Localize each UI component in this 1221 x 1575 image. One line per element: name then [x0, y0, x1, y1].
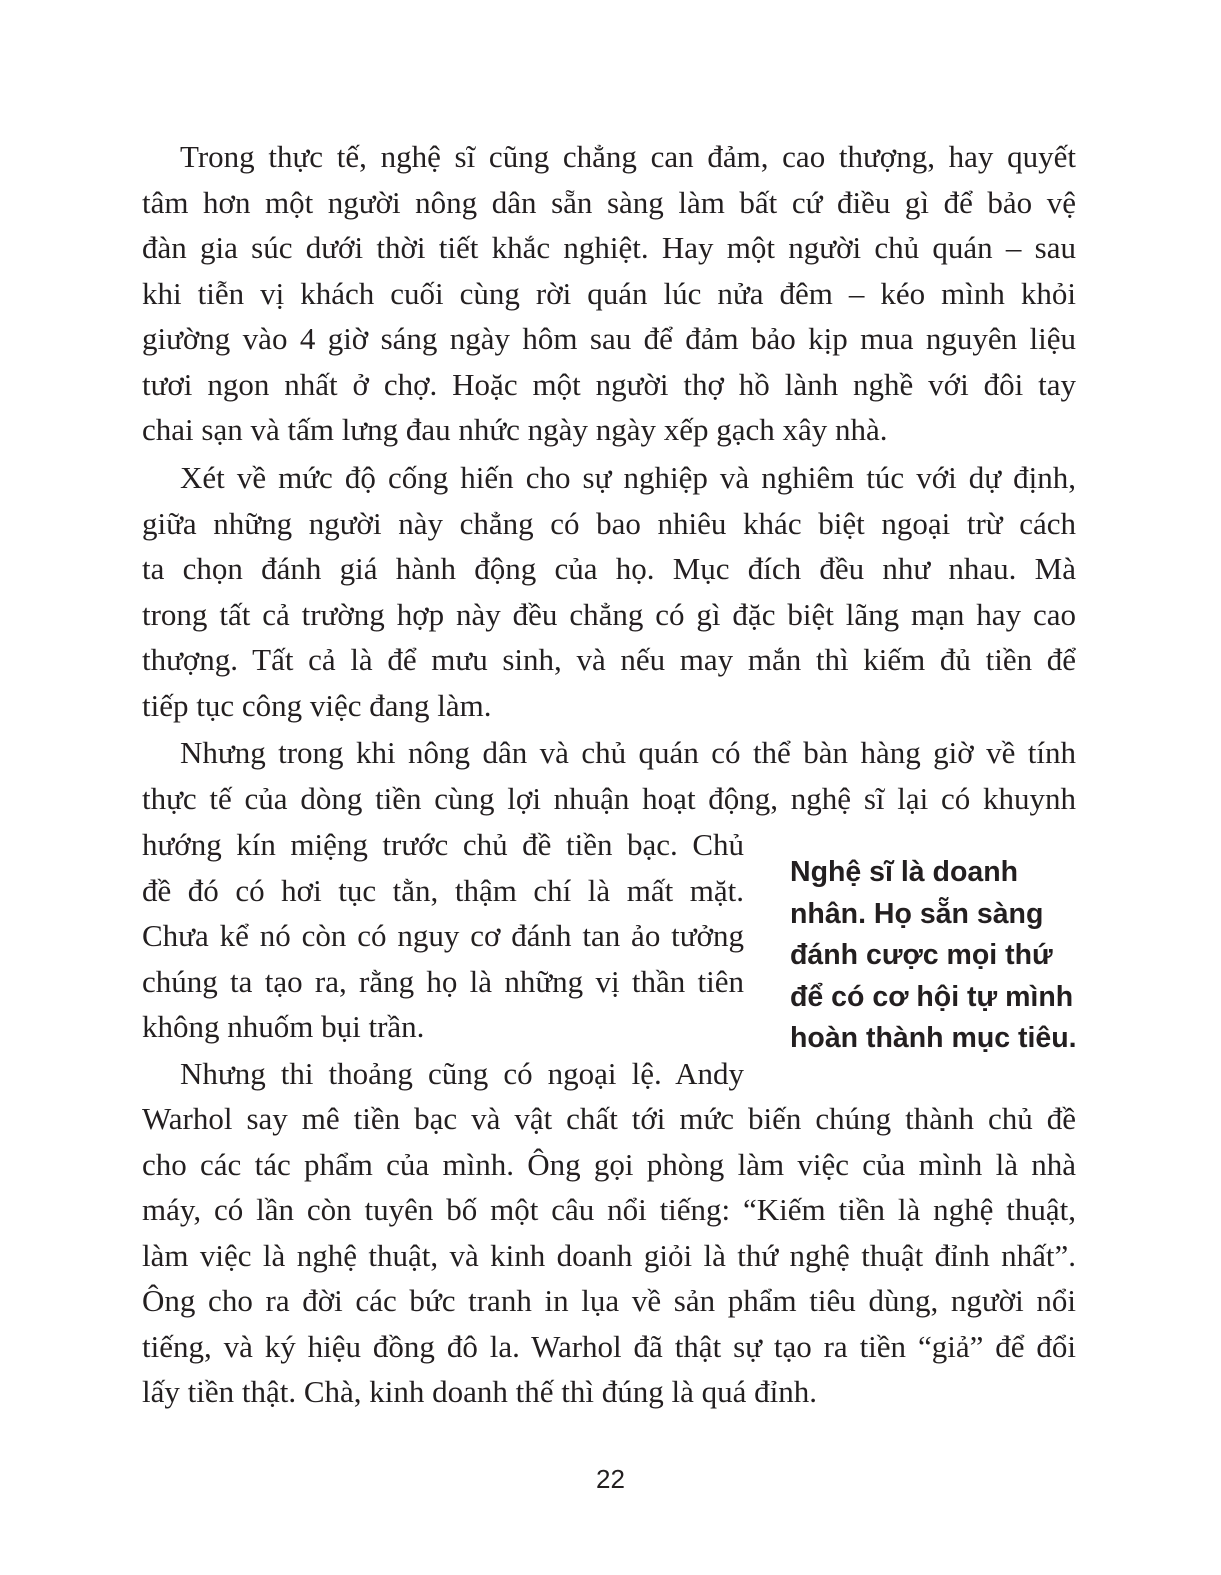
paragraph-line: Warhol say mê tiền bạc và vật chất tới mức biến chúng thành chủ đề [142, 1101, 1076, 1136]
paragraph-line: giữa những người này chẳng có bao nhiêu khác biệt ngoại trừ cách [142, 505, 1076, 541]
paragraph-line: ta chọn đánh giá hành động của họ. Mục đích đều như nhau. Mà [142, 551, 1076, 586]
paragraph-2 [142, 455, 1076, 728]
paragraph-line: Chưa kể nó còn có nguy cơ đánh tan ảo tưởng [142, 918, 744, 953]
paragraph-3 [142, 730, 1076, 821]
paragraph-3-narrow [142, 822, 744, 1050]
pull-quote [790, 852, 1090, 1060]
paragraph-line: khi tiễn vị khách cuối cùng rời quán lúc nửa đêm – kéo mình khỏi [142, 275, 1076, 311]
paragraph-line: hướng kín miệng trước chủ đề tiền bạc. Chủ [142, 827, 744, 862]
pull-quote-line: Nghệ sĩ là doanh [790, 856, 1019, 888]
paragraph-line: đàn gia súc dưới thời tiết khắc nghiệt. Hay một người chủ quán – sau [142, 230, 1076, 265]
paragraph-line: Trong thực tế, nghệ sĩ cũng chẳng can đảm, cao thượng, hay quyết [180, 139, 1076, 174]
paragraph-line: Nhưng trong khi nông dân và chủ quán có thể bàn hàng giờ về tính [180, 735, 1076, 770]
paragraph-line: máy, có lần còn tuyên bố một câu nổi tiếng: “Kiếm tiền là nghệ thuật, [142, 1192, 1076, 1227]
paragraph-line: tiếng, và ký hiệu đồng đô la. Warhol đã thật sự tạo ra tiền “giả” để đổi [142, 1328, 1076, 1364]
pull-quote-line: nhân. Họ sẵn sàng [790, 897, 1044, 930]
paragraph-line: không nhuốm bụi trần. [142, 1009, 425, 1044]
paragraph-line: Nhưng thi thoảng cũng có ngoại lệ. Andy [180, 1056, 744, 1091]
paragraph-line: cho các tác phẩm của mình. Ông gọi phòng làm việc của mình là nhà [142, 1146, 1076, 1182]
pull-quote-line: hoàn thành mục tiêu. [790, 1022, 1077, 1054]
paragraph-line: làm việc là nghệ thuật, và kinh doanh giỏi là thứ nghệ thuật đỉnh nhất”. [142, 1237, 1076, 1273]
paragraph-line: lấy tiền thật. Chà, kinh doanh thế thì đúng là quá đỉnh. [142, 1374, 817, 1409]
paragraph-4-first-line [142, 1051, 744, 1097]
paragraph-line: trong tất cả trường hợp này đều chẳng có gì đặc biệt lãng mạn hay cao [142, 596, 1076, 632]
paragraph-line: chúng ta tạo ra, rằng họ là những vị thần tiên [142, 963, 744, 999]
paragraph-line: đề đó có hơi tục tằn, thậm chí là mất mặt. [142, 872, 744, 908]
paragraph-line: giường vào 4 giờ sáng ngày hôm sau để đảm bảo kịp mua nguyên liệu [142, 321, 1076, 356]
paragraph-line: tươi ngon nhất ở chợ. Hoặc một người thợ hồ lành nghề với đôi tay [142, 366, 1076, 402]
paragraph-1 [142, 134, 1076, 453]
page-number: 22 [596, 1464, 625, 1494]
pull-quote-line: để có cơ hội tự mình [790, 980, 1074, 1013]
paragraph-line: thượng. Tất cả là để mưu sinh, và nếu may mắn thì kiếm đủ tiền để [142, 642, 1076, 677]
paragraph-4 [142, 1096, 1076, 1415]
paragraph-line: chai sạn và tấm lưng đau nhức ngày ngày xếp gạch xây nhà. [142, 412, 888, 447]
paragraph-line: tâm hơn một người nông dân sẵn sàng làm bất cứ điều gì để bảo vệ [142, 184, 1076, 220]
paragraph-line: thực tế của dòng tiền cùng lợi nhuận hoạt động, nghệ sĩ lại có khuynh [142, 780, 1076, 816]
pull-quote-line: đánh cược mọi thứ [790, 939, 1053, 971]
paragraph-line: tiếp tục công việc đang làm. [142, 687, 492, 723]
paragraph-line: Ông cho ra đời các bức tranh in lụa về sản phẩm tiêu dùng, người nổi [142, 1283, 1076, 1318]
paragraph-line: Xét về mức độ cống hiến cho sự nghiệp và nghiêm túc với dự định, [180, 460, 1076, 495]
